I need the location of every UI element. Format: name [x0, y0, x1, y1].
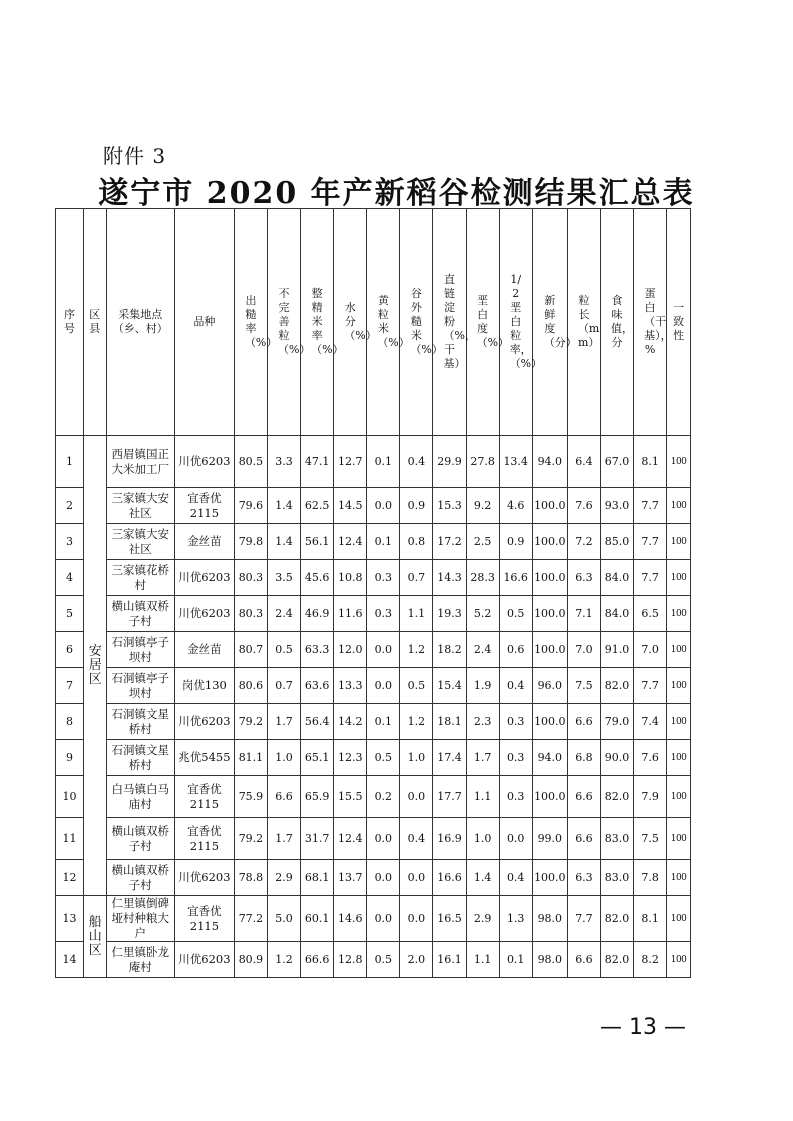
district-cell	[83, 436, 106, 896]
data-cell: 0.0	[367, 896, 400, 942]
data-cell: 60.1	[301, 896, 334, 942]
table-row	[56, 896, 691, 942]
data-cell: 15.5	[334, 776, 367, 818]
data-cell: 96.0	[532, 668, 567, 704]
data-cell: 13.7	[334, 860, 367, 896]
table-row	[56, 596, 691, 632]
column-header	[56, 209, 84, 436]
data-cell: 0.4	[499, 860, 532, 896]
data-cell: 80.9	[234, 942, 267, 978]
variety-cell: 兆优5455	[174, 740, 234, 776]
data-cell: 12.8	[334, 942, 367, 978]
data-cell: 0.7	[400, 560, 433, 596]
data-cell: 2.9	[466, 896, 499, 942]
data-cell: 16.6	[499, 560, 532, 596]
consistency-cell: 100	[667, 818, 691, 860]
data-cell: 98.0	[532, 942, 567, 978]
variety-cell: 宜香优2115	[174, 818, 234, 860]
data-cell: 12.0	[334, 632, 367, 668]
data-cell: 6.6	[567, 776, 600, 818]
table-row	[56, 668, 691, 704]
site-cell: 三家镇大安社区	[106, 524, 174, 560]
data-cell: 1.2	[267, 942, 300, 978]
data-cell: 10.8	[334, 560, 367, 596]
data-cell: 80.6	[234, 668, 267, 704]
data-cell: 18.1	[433, 704, 466, 740]
row-number: 1	[56, 436, 84, 488]
attachment-label: 附件 3	[103, 144, 167, 168]
column-header-label: 食味值，分	[611, 294, 634, 349]
results-table	[55, 208, 691, 978]
data-cell: 12.4	[334, 818, 367, 860]
data-cell: 83.0	[600, 818, 633, 860]
data-cell: 66.6	[301, 942, 334, 978]
variety-cell: 宜香优2115	[174, 776, 234, 818]
data-cell: 0.9	[499, 524, 532, 560]
data-cell: 0.0	[367, 860, 400, 896]
column-header-label: 黄粒米（%）	[377, 294, 410, 349]
data-cell: 2.4	[267, 596, 300, 632]
data-cell: 17.4	[433, 740, 466, 776]
data-cell: 65.1	[301, 740, 334, 776]
data-cell: 6.6	[567, 818, 600, 860]
data-cell: 6.3	[567, 560, 600, 596]
data-cell: 7.7	[634, 668, 667, 704]
data-cell: 6.3	[567, 860, 600, 896]
data-cell: 79.2	[234, 818, 267, 860]
data-cell: 0.0	[367, 668, 400, 704]
column-header-label: 品种	[193, 315, 216, 328]
row-number: 10	[56, 776, 84, 818]
table-row	[56, 776, 691, 818]
data-cell: 1.0	[400, 740, 433, 776]
header-row	[56, 209, 691, 436]
data-cell: 0.0	[367, 632, 400, 668]
data-cell: 45.6	[301, 560, 334, 596]
variety-cell: 宜香优2115	[174, 488, 234, 524]
consistency-cell: 100	[667, 860, 691, 896]
data-cell: 63.3	[301, 632, 334, 668]
data-cell: 7.0	[567, 632, 600, 668]
data-cell: 100.0	[532, 524, 567, 560]
column-header	[532, 209, 577, 436]
data-cell: 13.4	[499, 436, 532, 488]
data-cell: 85.0	[600, 524, 633, 560]
consistency-cell: 100	[667, 632, 691, 668]
column-header-label: 不完善粒（%）	[278, 287, 311, 356]
consistency-cell: 100	[667, 942, 691, 978]
data-cell: 29.9	[433, 436, 466, 488]
data-cell: 7.9	[634, 776, 667, 818]
data-cell: 17.2	[433, 524, 466, 560]
data-cell: 83.0	[600, 860, 633, 896]
data-cell: 12.4	[334, 524, 367, 560]
data-cell: 75.9	[234, 776, 267, 818]
column-header	[499, 209, 543, 436]
data-cell: 12.3	[334, 740, 367, 776]
site-cell: 仁里镇卧龙庵村	[106, 942, 174, 978]
data-cell: 98.0	[532, 896, 567, 942]
data-cell: 100.0	[532, 596, 567, 632]
column-header-label: 直链淀粉（%，干基）	[443, 273, 476, 370]
table-row	[56, 632, 691, 668]
data-cell: 1.9	[466, 668, 499, 704]
row-number: 2	[56, 488, 84, 524]
data-cell: 16.5	[433, 896, 466, 942]
consistency-cell: 100	[667, 560, 691, 596]
data-cell: 15.4	[433, 668, 466, 704]
data-cell: 7.8	[634, 860, 667, 896]
consistency-cell: 100	[667, 776, 691, 818]
table-row	[56, 860, 691, 896]
site-cell: 石洞镇亭子坝村	[106, 632, 174, 668]
data-cell: 100.0	[532, 632, 567, 668]
data-cell: 0.0	[499, 818, 532, 860]
row-number: 11	[56, 818, 84, 860]
data-cell: 0.5	[367, 740, 400, 776]
data-cell: 0.4	[499, 668, 532, 704]
data-cell: 4.6	[499, 488, 532, 524]
data-cell: 0.7	[267, 668, 300, 704]
data-cell: 11.6	[334, 596, 367, 632]
data-cell: 0.5	[367, 942, 400, 978]
column-header-label: 蛋白（干基），%	[644, 287, 672, 356]
data-cell: 82.0	[600, 896, 633, 942]
data-cell: 47.1	[301, 436, 334, 488]
data-cell: 0.3	[499, 776, 532, 818]
data-cell: 63.6	[301, 668, 334, 704]
row-number: 14	[56, 942, 84, 978]
table-row	[56, 942, 691, 978]
column-header	[267, 209, 311, 436]
data-cell: 0.2	[367, 776, 400, 818]
data-cell: 80.3	[234, 596, 267, 632]
data-cell: 0.1	[499, 942, 532, 978]
data-cell: 0.3	[367, 596, 400, 632]
table-row	[56, 740, 691, 776]
data-cell: 14.6	[334, 896, 367, 942]
variety-cell: 川优6203	[174, 942, 234, 978]
data-cell: 0.3	[499, 740, 532, 776]
data-cell: 3.5	[267, 560, 300, 596]
data-cell: 1.2	[400, 704, 433, 740]
data-cell: 79.6	[234, 488, 267, 524]
data-cell: 0.3	[367, 560, 400, 596]
data-cell: 6.6	[267, 776, 300, 818]
site-cell: 白马镇白马庙村	[106, 776, 174, 818]
variety-cell: 川优6203	[174, 436, 234, 488]
column-header	[466, 209, 510, 436]
data-cell: 100.0	[532, 704, 567, 740]
column-header-label: 新鲜度（分）	[543, 294, 577, 349]
data-cell: 1.7	[267, 818, 300, 860]
table-body	[56, 436, 691, 978]
data-cell: 94.0	[532, 436, 567, 488]
column-header	[106, 209, 174, 436]
data-cell: 7.2	[567, 524, 600, 560]
data-cell: 93.0	[600, 488, 633, 524]
data-cell: 6.4	[567, 436, 600, 488]
row-number: 8	[56, 704, 84, 740]
column-header-label: 序号	[63, 308, 75, 335]
data-cell: 1.1	[466, 942, 499, 978]
column-header	[600, 209, 633, 436]
data-cell: 6.8	[567, 740, 600, 776]
data-cell: 100.0	[532, 860, 567, 896]
site-cell: 仁里镇倒碑垭村种粮大户	[106, 896, 174, 942]
variety-cell: 宜香优2115	[174, 896, 234, 942]
site-cell: 西眉镇国正大米加工厂	[106, 436, 174, 488]
site-cell: 横山镇双桥子村	[106, 596, 174, 632]
data-cell: 7.6	[567, 488, 600, 524]
data-cell: 81.1	[234, 740, 267, 776]
data-cell: 7.5	[634, 818, 667, 860]
column-header-label: 区县	[89, 308, 101, 335]
data-cell: 0.1	[367, 704, 400, 740]
document-title: 遂宁市 2020 年产新稻谷检测结果汇总表	[98, 176, 695, 211]
variety-cell: 金丝苗	[174, 632, 234, 668]
column-header	[301, 209, 344, 436]
data-cell: 1.2	[400, 632, 433, 668]
data-cell: 0.9	[400, 488, 433, 524]
consistency-cell: 100	[667, 896, 691, 942]
data-cell: 5.0	[267, 896, 300, 942]
data-cell: 65.9	[301, 776, 334, 818]
site-cell: 横山镇双桥子村	[106, 818, 174, 860]
data-cell: 7.7	[567, 896, 600, 942]
data-cell: 7.1	[567, 596, 600, 632]
data-cell: 100.0	[532, 776, 567, 818]
data-cell: 2.0	[400, 942, 433, 978]
data-cell: 0.1	[367, 524, 400, 560]
district-cell	[83, 896, 106, 978]
data-cell: 0.0	[367, 818, 400, 860]
table-row	[56, 436, 691, 488]
row-number: 6	[56, 632, 84, 668]
data-cell: 13.3	[334, 668, 367, 704]
consistency-cell: 100	[667, 668, 691, 704]
column-header-label: 出糙率（%）	[244, 294, 278, 349]
table-row	[56, 704, 691, 740]
data-cell: 84.0	[600, 560, 633, 596]
data-cell: 67.0	[600, 436, 633, 488]
data-cell: 0.0	[400, 896, 433, 942]
data-cell: 2.9	[267, 860, 300, 896]
data-cell: 0.4	[400, 436, 433, 488]
site-cell: 石洞镇文星桥村	[106, 740, 174, 776]
site-cell: 三家镇花桥村	[106, 560, 174, 596]
column-header-label: 谷外糙米（%）	[410, 287, 443, 356]
data-cell: 12.7	[334, 436, 367, 488]
data-cell: 56.1	[301, 524, 334, 560]
consistency-cell: 100	[667, 436, 691, 488]
data-cell: 0.5	[499, 596, 532, 632]
data-cell: 0.5	[267, 632, 300, 668]
data-cell: 100.0	[532, 560, 567, 596]
data-cell: 16.6	[433, 860, 466, 896]
consistency-cell: 100	[667, 596, 691, 632]
data-cell: 6.6	[567, 704, 600, 740]
table-row	[56, 818, 691, 860]
data-cell: 14.5	[334, 488, 367, 524]
table-row	[56, 560, 691, 596]
row-number: 12	[56, 860, 84, 896]
column-header	[234, 209, 278, 436]
data-cell: 91.0	[600, 632, 633, 668]
data-cell: 8.2	[634, 942, 667, 978]
data-cell: 79.2	[234, 704, 267, 740]
site-cell: 横山镇双桥子村	[106, 860, 174, 896]
data-cell: 99.0	[532, 818, 567, 860]
data-cell: 28.3	[466, 560, 499, 596]
data-cell: 1.7	[267, 704, 300, 740]
consistency-cell: 100	[667, 524, 691, 560]
column-header	[433, 209, 476, 436]
column-header	[634, 209, 672, 436]
column-header	[400, 209, 443, 436]
data-cell: 100.0	[532, 488, 567, 524]
column-header	[83, 209, 106, 436]
data-cell: 27.8	[466, 436, 499, 488]
data-cell: 77.2	[234, 896, 267, 942]
data-cell: 0.0	[400, 776, 433, 818]
column-header	[667, 209, 691, 436]
data-cell: 8.1	[634, 896, 667, 942]
data-cell: 3.3	[267, 436, 300, 488]
data-cell: 84.0	[600, 596, 633, 632]
data-cell: 2.5	[466, 524, 499, 560]
data-cell: 79.8	[234, 524, 267, 560]
column-header-label: 水分（%）	[344, 301, 377, 342]
data-cell: 0.5	[400, 668, 433, 704]
data-cell: 1.0	[466, 818, 499, 860]
variety-cell: 川优6203	[174, 860, 234, 896]
variety-cell: 金丝苗	[174, 524, 234, 560]
variety-cell: 川优6203	[174, 704, 234, 740]
data-cell: 14.3	[433, 560, 466, 596]
data-cell: 1.4	[466, 860, 499, 896]
data-cell: 7.7	[634, 560, 667, 596]
row-number: 9	[56, 740, 84, 776]
data-cell: 56.4	[301, 704, 334, 740]
column-header	[334, 209, 377, 436]
column-header-label: 整精米率（%）	[311, 287, 344, 356]
data-cell: 15.3	[433, 488, 466, 524]
consistency-cell: 100	[667, 704, 691, 740]
data-cell: 90.0	[600, 740, 633, 776]
column-header	[567, 209, 600, 436]
data-cell: 7.5	[567, 668, 600, 704]
row-number: 13	[56, 896, 84, 942]
data-cell: 1.1	[466, 776, 499, 818]
data-cell: 6.6	[567, 942, 600, 978]
data-cell: 0.8	[400, 524, 433, 560]
data-cell: 82.0	[600, 668, 633, 704]
district-label: 安居区	[88, 643, 102, 687]
data-cell: 5.2	[466, 596, 499, 632]
data-cell: 1.7	[466, 740, 499, 776]
data-cell: 8.1	[634, 436, 667, 488]
data-cell: 17.7	[433, 776, 466, 818]
column-header-label: 垩白度（%）	[476, 294, 510, 349]
page-number: — 13 —	[600, 1015, 686, 1040]
data-cell: 7.7	[634, 524, 667, 560]
row-number: 3	[56, 524, 84, 560]
table-row	[56, 524, 691, 560]
variety-cell: 川优6203	[174, 560, 234, 596]
district-label: 船山区	[88, 914, 102, 958]
column-header-label: 采集地点（乡、村）	[112, 308, 168, 335]
column-header	[367, 209, 410, 436]
data-cell: 1.0	[267, 740, 300, 776]
data-cell: 2.3	[466, 704, 499, 740]
data-cell: 80.5	[234, 436, 267, 488]
column-header-label: 粒长（mm）	[577, 294, 600, 349]
table-row	[56, 488, 691, 524]
data-cell: 7.0	[634, 632, 667, 668]
consistency-cell: 100	[667, 488, 691, 524]
data-cell: 94.0	[532, 740, 567, 776]
data-cell: 82.0	[600, 776, 633, 818]
site-cell: 三家镇大安社区	[106, 488, 174, 524]
data-cell: 1.4	[267, 524, 300, 560]
data-cell: 6.5	[634, 596, 667, 632]
data-cell: 0.1	[367, 436, 400, 488]
consistency-cell: 100	[667, 740, 691, 776]
data-cell: 80.3	[234, 560, 267, 596]
site-cell: 石洞镇亭子坝村	[106, 668, 174, 704]
data-cell: 16.9	[433, 818, 466, 860]
row-number: 5	[56, 596, 84, 632]
data-cell: 62.5	[301, 488, 334, 524]
data-cell: 1.4	[267, 488, 300, 524]
column-header-label: 1/2垩白粒率，（%）	[509, 273, 543, 370]
variety-cell: 川优6203	[174, 596, 234, 632]
data-cell: 31.7	[301, 818, 334, 860]
data-cell: 14.2	[334, 704, 367, 740]
data-cell: 80.7	[234, 632, 267, 668]
data-cell: 7.7	[634, 488, 667, 524]
data-cell: 0.6	[499, 632, 532, 668]
site-cell: 石洞镇文星桥村	[106, 704, 174, 740]
data-cell: 0.3	[499, 704, 532, 740]
row-number: 7	[56, 668, 84, 704]
data-cell: 78.8	[234, 860, 267, 896]
data-cell: 0.0	[400, 860, 433, 896]
data-cell: 2.4	[466, 632, 499, 668]
data-cell: 46.9	[301, 596, 334, 632]
data-cell: 16.1	[433, 942, 466, 978]
column-header	[174, 209, 234, 436]
data-cell: 0.4	[400, 818, 433, 860]
variety-cell: 岗优130	[174, 668, 234, 704]
data-cell: 9.2	[466, 488, 499, 524]
data-cell: 19.3	[433, 596, 466, 632]
data-cell: 7.6	[634, 740, 667, 776]
row-number: 4	[56, 560, 84, 596]
column-header-label: 一致性	[673, 301, 685, 342]
data-cell: 68.1	[301, 860, 334, 896]
data-cell: 7.4	[634, 704, 667, 740]
data-cell: 79.0	[600, 704, 633, 740]
data-cell: 82.0	[600, 942, 633, 978]
data-cell: 1.3	[499, 896, 532, 942]
data-cell: 18.2	[433, 632, 466, 668]
data-cell: 0.0	[367, 488, 400, 524]
data-cell: 1.1	[400, 596, 433, 632]
